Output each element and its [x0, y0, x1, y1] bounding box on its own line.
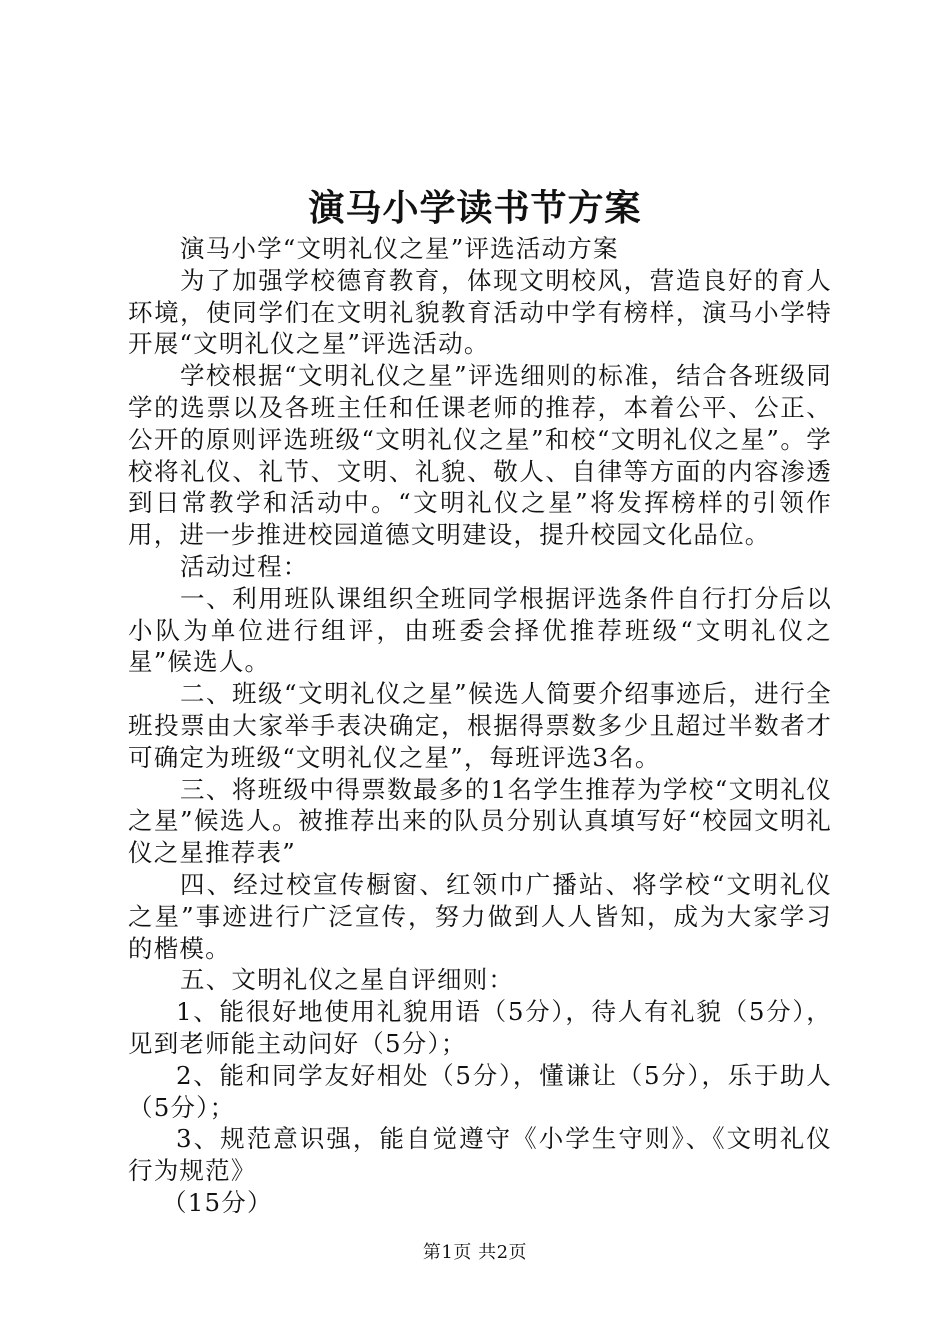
intro-paragraph: 为了加强学校德育教育，体现文明校风，营造良好的育人环境，使同学们在文明礼貌教育活动中学有榜样，演马小学特开展“文明礼仪之星”评选活动。	[128, 265, 832, 359]
criterion-three-score: （15分）	[162, 1187, 273, 1217]
document-title: 演马小学读书节方案	[308, 187, 642, 229]
process-heading: 活动过程：	[180, 551, 309, 581]
selection-paragraph: 学校根据“文明礼仪之星”评选细则的标准，结合各班级同学的选票以及各班主任和任课老师的推荐，本着公平、公正、公开的原则评选班级“文明礼仪之星”和校“文明礼仪之星”。学校将礼仪、礼节、文明、礼貌、敬人、自律等方面的内容渗透到日常教学和活动中。“文明礼仪之星”将发挥榜样的引领作用，进一步推进校园道德文明建设，提升校园文化品位。	[128, 361, 832, 550]
step-two-paragraph: 二、班级“文明礼仪之星”候选人简要介绍事迹后，进行全班投票由大家举手表决确定，根据得票数多少且超过半数者才可确定为班级“文明礼仪之星”，每班评选3名。	[128, 679, 832, 772]
subtitle-paragraph: 演马小学“文明礼仪之星”评选活动方案	[180, 234, 619, 263]
document-body	[128, 233, 832, 1219]
step-five-heading: 五、文明礼仪之星自评细则：	[180, 965, 515, 995]
criterion-one-paragraph: 1、能很好地使用礼貌用语（5分），待人有礼貌（5分），见到老师能主动问好（5分）；	[128, 997, 832, 1058]
page-footer: 第1页 共2页	[422, 1242, 528, 1263]
criterion-three-paragraph: 3、规范意识强，能自觉遵守《小学生守则》、《文明礼仪行为规范》	[128, 1124, 832, 1186]
step-four-paragraph: 四、经过校宣传橱窗、红领巾广播站、将学校“文明礼仪之星”事迹进行广泛宣传，努力做到人人皆知，成为大家学习的楷模。	[128, 869, 832, 963]
criterion-two-paragraph: 2、能和同学友好相处（5分），懂谦让（5分），乐于助人（5分）；	[128, 1060, 832, 1122]
step-three-paragraph: 三、将班级中得票数最多的1名学生推荐为学校“文明礼仪之星”候选人。被推荐出来的队员分别认真填写好“校园文明礼仪之星推荐表”	[128, 774, 832, 868]
step-one-paragraph: 一、利用班队课组织全班同学根据评选条件自行打分后以小队为单位进行组评，由班委会择优推荐班级“文明礼仪之星”候选人。	[128, 583, 832, 677]
